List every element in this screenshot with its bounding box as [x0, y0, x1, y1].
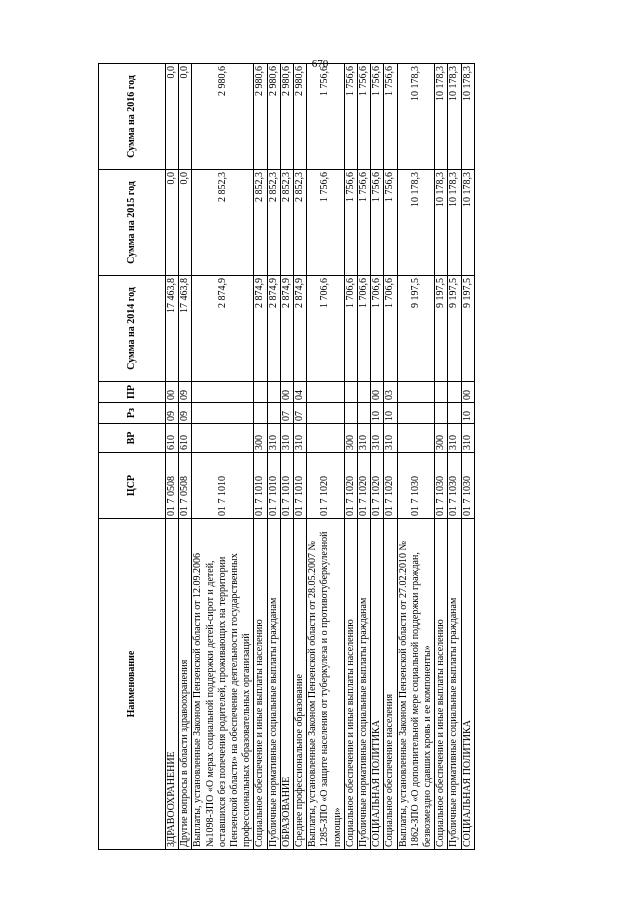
- cell-name: ЗДРАВООХРАНЕНИЕ: [166, 519, 179, 850]
- table-row: [371, 64, 384, 850]
- cell-pr: [307, 382, 345, 403]
- cell-name: Социальное обеспечение населения: [384, 519, 397, 850]
- cell-vr: [307, 424, 345, 453]
- table-row: [294, 64, 307, 850]
- header-vr: ВР: [99, 424, 166, 453]
- cell-sum-2014: 1 706,6: [371, 276, 384, 382]
- cell-name: Социальное обеспечение и иные выплаты населению: [344, 519, 357, 850]
- cell-sum-2015: 0,0: [166, 170, 179, 276]
- cell-csr: 01 7 0508: [166, 453, 179, 519]
- cell-rz: 09: [179, 403, 192, 424]
- cell-pr: 00: [371, 382, 384, 403]
- cell-sum-2014: 2 874,9: [294, 276, 307, 382]
- cell-csr: 01 7 1010: [294, 453, 307, 519]
- table-row: [435, 64, 448, 850]
- table-row: [358, 64, 371, 850]
- cell-sum-2016: 10 178,3: [448, 64, 461, 170]
- table-row: [166, 64, 179, 850]
- cell-csr: 01 7 1010: [267, 453, 280, 519]
- cell-sum-2014: 9 197,5: [397, 276, 435, 382]
- cell-sum-2014: 1 706,6: [384, 276, 397, 382]
- table-row: [448, 64, 461, 850]
- cell-pr: [435, 382, 448, 403]
- cell-pr: 00: [280, 382, 293, 403]
- cell-vr: [192, 424, 254, 453]
- page-number: 670: [311, 58, 329, 70]
- table-row: [179, 64, 192, 850]
- cell-name: Выплаты, установленные Законом Пензенской области от 12.09.2006 №1098-ЗПО «О мерах социальной поддержки детей-сирот и детей, оставшихся без попечения родителей, проживающих на территории Пензенской области» на обеспечение деятельности государственных профессиональных образовательных организаций: [192, 519, 254, 850]
- header-sum-2015: Сумма на 2015 год: [99, 170, 166, 276]
- cell-vr: 310: [280, 424, 293, 453]
- cell-sum-2014: 2 874,9: [267, 276, 280, 382]
- cell-sum-2015: 2 852,3: [267, 170, 280, 276]
- cell-sum-2014: 17 463,8: [179, 276, 192, 382]
- cell-vr: 310: [448, 424, 461, 453]
- header-row: [99, 64, 166, 850]
- cell-name: Социальное обеспечение и иные выплаты населению: [435, 519, 448, 850]
- cell-vr: 310: [294, 424, 307, 453]
- cell-name: СОЦИАЛЬНАЯ ПОЛИТИКА: [461, 519, 474, 850]
- table-row: [344, 64, 357, 850]
- cell-sum-2016: 1 756,6: [344, 64, 357, 170]
- cell-pr: [267, 382, 280, 403]
- cell-pr: [358, 382, 371, 403]
- cell-sum-2016: 1 756,6: [358, 64, 371, 170]
- cell-sum-2016: 10 178,3: [397, 64, 435, 170]
- cell-sum-2015: 2 852,3: [192, 170, 254, 276]
- cell-name: Социальное обеспечение и иные выплаты населению: [254, 519, 267, 850]
- budget-table: [98, 63, 475, 850]
- cell-sum-2016: 0,0: [166, 64, 179, 170]
- cell-name: Публичные нормативные социальные выплаты гражданам: [358, 519, 371, 850]
- cell-csr: 01 7 1030: [448, 453, 461, 519]
- cell-vr: 610: [179, 424, 192, 453]
- cell-vr: 300: [254, 424, 267, 453]
- cell-csr: 01 7 1030: [397, 453, 435, 519]
- cell-pr: [448, 382, 461, 403]
- cell-sum-2015: 1 756,6: [307, 170, 345, 276]
- cell-sum-2015: 1 756,6: [358, 170, 371, 276]
- cell-rz: [307, 403, 345, 424]
- cell-rz: 10: [384, 403, 397, 424]
- cell-pr: [344, 382, 357, 403]
- cell-sum-2014: 2 874,9: [280, 276, 293, 382]
- cell-name: Другие вопросы в области здравоохранения: [179, 519, 192, 850]
- cell-csr: 01 7 1020: [358, 453, 371, 519]
- cell-sum-2015: 10 178,3: [397, 170, 435, 276]
- table-row: [461, 64, 474, 850]
- cell-rz: [192, 403, 254, 424]
- header-name: Наименование: [99, 519, 166, 850]
- cell-sum-2016: 1 756,6: [371, 64, 384, 170]
- cell-sum-2015: 10 178,3: [435, 170, 448, 276]
- table-row: [254, 64, 267, 850]
- cell-name: ОБРАЗОВАНИЕ: [280, 519, 293, 850]
- cell-sum-2014: 1 706,6: [307, 276, 345, 382]
- header-rz: Рз: [99, 403, 166, 424]
- cell-sum-2016: 2 980,6: [294, 64, 307, 170]
- cell-csr: 01 7 1010: [192, 453, 254, 519]
- cell-sum-2014: 1 706,6: [344, 276, 357, 382]
- table-row: [307, 64, 345, 850]
- cell-pr: 03: [384, 382, 397, 403]
- cell-name: Среднее профессиональное образование: [294, 519, 307, 850]
- table-row: [397, 64, 435, 850]
- cell-name: Выплаты, установленные Законом Пензенской области от 28.05.2007 № 1285-ЗПО «О защите населения от туберкулеза и о противотуберкулезной помощи»: [307, 519, 345, 850]
- cell-vr: 300: [344, 424, 357, 453]
- cell-sum-2015: 10 178,3: [448, 170, 461, 276]
- cell-csr: 01 7 1010: [280, 453, 293, 519]
- cell-pr: 00: [461, 382, 474, 403]
- cell-rz: 10: [371, 403, 384, 424]
- cell-vr: 610: [166, 424, 179, 453]
- cell-csr: 01 7 1030: [435, 453, 448, 519]
- cell-vr: 300: [435, 424, 448, 453]
- cell-sum-2016: 0,0: [179, 64, 192, 170]
- cell-sum-2015: 1 756,6: [384, 170, 397, 276]
- cell-sum-2016: 2 980,6: [267, 64, 280, 170]
- cell-sum-2016: 1 756,6: [384, 64, 397, 170]
- cell-rz: [435, 403, 448, 424]
- cell-sum-2015: 1 756,6: [371, 170, 384, 276]
- cell-rz: [397, 403, 435, 424]
- table-row: [192, 64, 254, 850]
- cell-sum-2014: 9 197,5: [448, 276, 461, 382]
- cell-vr: [397, 424, 435, 453]
- cell-sum-2016: 10 178,3: [435, 64, 448, 170]
- cell-sum-2016: 2 980,6: [254, 64, 267, 170]
- cell-csr: 01 7 1020: [344, 453, 357, 519]
- cell-sum-2015: 10 178,3: [461, 170, 474, 276]
- cell-rz: [344, 403, 357, 424]
- cell-csr: 01 7 1030: [461, 453, 474, 519]
- cell-sum-2016: 10 178,3: [461, 64, 474, 170]
- cell-sum-2015: 1 756,6: [344, 170, 357, 276]
- cell-vr: 310: [384, 424, 397, 453]
- cell-pr: 00: [166, 382, 179, 403]
- header-pr: ПР: [99, 382, 166, 403]
- rotated-table-container: [98, 66, 572, 850]
- cell-pr: [192, 382, 254, 403]
- cell-csr: 01 7 0508: [179, 453, 192, 519]
- cell-sum-2014: 2 874,9: [254, 276, 267, 382]
- cell-name: Выплаты, установленные Законом Пензенской области от 27.02.2010 № 1862-ЗПО «О дополнительной мере социальной поддержки граждан, безвозмездно сдавших кровь и ее компоненты»: [397, 519, 435, 850]
- cell-vr: 310: [267, 424, 280, 453]
- table-row: [267, 64, 280, 850]
- table-row: [384, 64, 397, 850]
- cell-rz: 07: [280, 403, 293, 424]
- cell-sum-2016: 2 980,6: [280, 64, 293, 170]
- table-row: [280, 64, 293, 850]
- cell-sum-2015: 2 852,3: [294, 170, 307, 276]
- cell-sum-2014: 9 197,5: [461, 276, 474, 382]
- cell-vr: 310: [461, 424, 474, 453]
- cell-csr: 01 7 1020: [307, 453, 345, 519]
- cell-sum-2016: 1 756,6: [307, 64, 345, 170]
- cell-name: Публичные нормативные социальные выплаты гражданам: [267, 519, 280, 850]
- cell-sum-2014: 2 874,9: [192, 276, 254, 382]
- cell-sum-2014: 1 706,6: [358, 276, 371, 382]
- cell-rz: [254, 403, 267, 424]
- table-body: [166, 64, 475, 850]
- cell-sum-2014: 9 197,5: [435, 276, 448, 382]
- cell-pr: 09: [179, 382, 192, 403]
- cell-vr: 310: [358, 424, 371, 453]
- cell-sum-2014: 17 463,8: [166, 276, 179, 382]
- cell-csr: 01 7 1020: [384, 453, 397, 519]
- cell-rz: [267, 403, 280, 424]
- cell-name: Публичные нормативные социальные выплаты гражданам: [448, 519, 461, 850]
- cell-rz: 07: [294, 403, 307, 424]
- cell-sum-2015: 2 852,3: [254, 170, 267, 276]
- cell-pr: 04: [294, 382, 307, 403]
- header-sum-2016: Сумма на 2016 год: [99, 64, 166, 170]
- cell-rz: [358, 403, 371, 424]
- cell-rz: 09: [166, 403, 179, 424]
- header-csr: ЦСР: [99, 453, 166, 519]
- cell-sum-2015: 2 852,3: [280, 170, 293, 276]
- cell-vr: 310: [371, 424, 384, 453]
- cell-pr: [254, 382, 267, 403]
- cell-csr: 01 7 1010: [254, 453, 267, 519]
- cell-rz: 10: [461, 403, 474, 424]
- cell-pr: [397, 382, 435, 403]
- cell-rz: [448, 403, 461, 424]
- header-sum-2014: Сумма на 2014 год: [99, 276, 166, 382]
- cell-sum-2015: 0,0: [179, 170, 192, 276]
- cell-csr: 01 7 1020: [371, 453, 384, 519]
- cell-name: СОЦИАЛЬНАЯ ПОЛИТИКА: [371, 519, 384, 850]
- cell-sum-2016: 2 980,6: [192, 64, 254, 170]
